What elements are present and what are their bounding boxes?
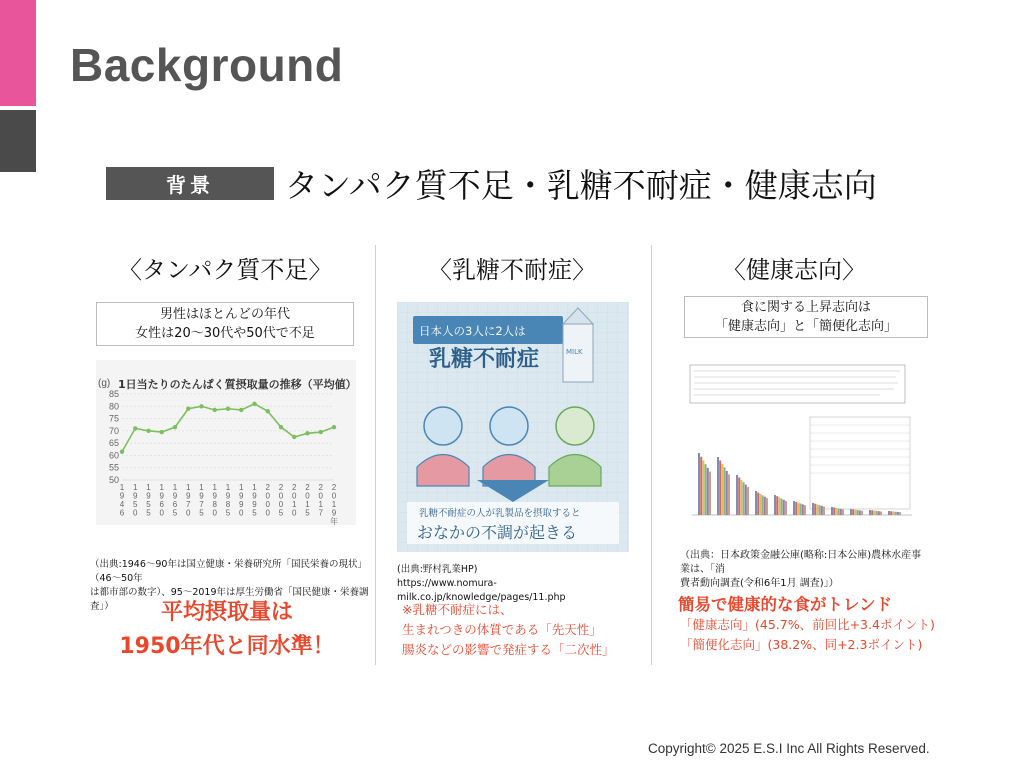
source-line: （出典:1946〜90年は国立健康・栄養研究所「国民栄養の現状」（46〜50年 <box>90 559 367 584</box>
survey-bar <box>698 453 700 515</box>
survey-bar <box>705 464 707 515</box>
trend-line: 「健康志向」(45.7%、前回比+3.4ポイント) <box>680 617 935 632</box>
data-point <box>186 407 190 411</box>
column-heading-protein: 〈タンパク質不足〉 <box>118 256 333 284</box>
survey-bar <box>743 482 745 515</box>
survey-bar <box>871 510 873 515</box>
data-point <box>173 425 177 429</box>
copyright: Copyright© 2025 E.S.I Inc All Rights Reserved. <box>648 741 930 756</box>
x-tick-label: 1 9 5 5 <box>146 483 151 518</box>
chart-unit-label: (g) <box>98 378 111 389</box>
data-point <box>226 407 230 411</box>
x-tick-label: 1 9 7 0 <box>186 483 191 518</box>
lactose-illustration <box>397 302 629 552</box>
survey-bar <box>842 509 844 515</box>
survey-bar <box>707 468 709 515</box>
y-tick-label: 50 <box>108 475 119 485</box>
survey-bar <box>854 510 856 515</box>
accent-bar-pink <box>0 0 36 106</box>
survey-bar <box>724 467 726 515</box>
survey-bar <box>835 508 837 515</box>
survey-bar <box>793 501 795 515</box>
y-tick-label: 65 <box>108 438 119 449</box>
note-line: 男性はほとんどの年代 <box>159 307 290 322</box>
survey-bar <box>888 511 890 515</box>
lactose-note-line: 生まれつきの体質である「先天性」 <box>402 622 602 637</box>
survey-bar <box>890 511 892 515</box>
lactose-note-line: ※乳糖不耐症には、 <box>402 602 513 617</box>
health-survey-figure <box>680 355 920 525</box>
x-tick-label: 2 0 1 9 年 <box>330 483 338 525</box>
survey-bar <box>802 504 804 515</box>
lactose-illustration-svg <box>397 302 629 552</box>
survey-bar <box>736 475 738 515</box>
badge-text: 日本人の3人に2人は <box>419 324 526 338</box>
survey-bar <box>757 492 759 515</box>
y-tick-label: 80 <box>108 401 119 412</box>
survey-bar <box>747 487 749 515</box>
survey-bar <box>764 497 766 515</box>
survey-bar <box>833 507 835 515</box>
survey-bar <box>783 500 785 515</box>
health-survey-figure-svg <box>680 355 920 525</box>
survey-bar <box>878 511 880 515</box>
data-point <box>292 435 296 439</box>
accent-bar-gray <box>0 110 36 172</box>
series-line <box>122 404 334 452</box>
chart-title: 1日当たりのたんぱく質摂取量の推移（平均値） <box>118 378 356 391</box>
column-heading-health: 〈健康志向〉 <box>722 256 866 284</box>
data-point <box>319 430 323 434</box>
survey-bar <box>861 511 863 515</box>
survey-bar <box>852 509 854 515</box>
page-title: Background <box>70 39 344 91</box>
highlight-line: 平均摂取量は <box>160 600 293 625</box>
x-tick-label: 2 0 0 5 <box>278 483 284 518</box>
survey-bar <box>795 502 797 515</box>
survey-bar <box>781 499 783 515</box>
lactose-note <box>402 600 652 660</box>
y-tick-label: 60 <box>108 450 119 461</box>
x-tick-label: 1 9 9 5 <box>252 483 257 518</box>
survey-bar <box>785 501 787 515</box>
x-tick-label: 1 9 9 0 <box>239 483 244 518</box>
survey-bar <box>717 457 719 515</box>
highlight-line: 1950年代と同水準！ <box>119 634 335 659</box>
data-point <box>332 425 336 429</box>
source-line: (出典:野村乳業HP) <box>397 564 478 575</box>
survey-bar <box>812 503 814 515</box>
survey-bar <box>819 505 821 515</box>
survey-bar <box>766 498 768 515</box>
survey-bar <box>778 497 780 515</box>
y-tick-label: 85 <box>108 389 119 399</box>
survey-bar <box>797 503 799 515</box>
data-point <box>239 408 243 412</box>
source-line: https://www.nomura-milk.co.jp/knowledge/pages/11.php <box>397 578 566 603</box>
survey-bar <box>755 491 757 515</box>
lactose-note-line: 腸炎などの影響で発症する「二次性」 <box>402 642 615 657</box>
survey-bar <box>869 510 871 515</box>
data-point <box>266 409 270 413</box>
survey-bar <box>821 506 823 515</box>
survey-bar <box>880 512 882 516</box>
survey-bar <box>745 485 747 515</box>
data-point <box>305 431 309 435</box>
x-tick-label: 2 0 1 0 <box>292 483 297 518</box>
source-line: 費者動向調査(令和6年1月 調査)」） <box>680 578 839 589</box>
headline: タンパク質不足・乳糖不耐症・健康志向 <box>285 166 877 205</box>
protein-chart-svg <box>96 360 356 525</box>
x-tick-label: 1 9 8 5 <box>225 483 231 518</box>
note-box-protein <box>96 302 354 346</box>
survey-bar <box>728 474 730 515</box>
column-heading-lactose: 〈乳糖不耐症〉 <box>428 256 596 284</box>
survey-bar <box>876 511 878 515</box>
data-point <box>120 450 124 454</box>
bottom-line-1: 乳糖不耐症の人が乳製品を摂取すると <box>419 508 581 519</box>
note-line: 食に関する上昇志向は <box>740 300 871 315</box>
survey-bar <box>873 511 875 515</box>
survey-bar <box>804 505 806 515</box>
protein-chart <box>96 360 356 525</box>
note-line: 「健康志向」と「簡便化志向」 <box>714 319 897 334</box>
source-health <box>680 549 930 591</box>
milk-carton-icon <box>563 308 593 382</box>
survey-bar <box>850 509 852 515</box>
survey-bar <box>762 495 764 515</box>
data-point <box>160 430 164 434</box>
survey-bar <box>895 512 897 515</box>
survey-bar <box>814 504 816 515</box>
trend-heading: 簡易で健康的な食がトレンド <box>678 595 893 614</box>
section-label: 背景 <box>106 167 274 200</box>
note-box-health <box>684 296 928 338</box>
column-divider <box>375 245 376 665</box>
milk-label: MILK <box>566 348 583 356</box>
survey-bar <box>892 511 894 515</box>
x-tick-label: 1 9 6 5 <box>172 483 178 518</box>
survey-bar <box>740 480 742 515</box>
note-line: 女性は20〜30代や50代で不足 <box>135 326 315 341</box>
data-point <box>146 429 150 433</box>
survey-bar <box>719 460 721 515</box>
x-tick-label: 1 9 8 0 <box>212 483 217 518</box>
y-tick-label: 70 <box>108 425 119 436</box>
protein-highlight <box>96 596 358 664</box>
x-tick-label: 2 0 0 0 <box>265 483 270 518</box>
source-line: は都市部の数字）、95〜2019年は厚生労働省「国民健康・栄養調査」） <box>90 587 369 612</box>
survey-bar <box>823 507 825 515</box>
survey-bar <box>726 471 728 515</box>
survey-bar <box>838 508 840 515</box>
main-text: 乳糖不耐症 <box>429 347 540 372</box>
data-point <box>199 404 203 408</box>
trend-details <box>680 615 940 655</box>
x-tick-label: 1 9 6 0 <box>159 483 164 518</box>
source-line: （出典：日本政策金融公庫(略称:日本公庫)農林水産事業は、「消 <box>680 550 922 575</box>
survey-bar <box>899 512 901 515</box>
survey-bar <box>800 504 802 515</box>
survey-bar <box>721 464 723 515</box>
trend-line: 「簡便化志向」(38.2%、同+2.3ポイント) <box>680 637 923 652</box>
survey-bar <box>700 457 702 515</box>
survey-bar <box>702 460 704 515</box>
survey-bar <box>840 509 842 515</box>
x-tick-label: 1 9 4 6 <box>119 483 125 518</box>
bottom-line-2: おなかの不調が起きる <box>417 523 578 542</box>
survey-bar <box>709 472 711 515</box>
data-point <box>213 408 217 412</box>
x-tick-label: 1 9 7 5 <box>199 483 204 518</box>
survey-bar <box>738 477 740 515</box>
survey-bar <box>857 510 859 515</box>
survey-bar <box>831 507 833 515</box>
survey-bar <box>816 504 818 515</box>
survey-bar <box>776 496 778 515</box>
survey-bar <box>897 512 899 515</box>
survey-bar <box>859 510 861 515</box>
source-lactose <box>397 563 657 605</box>
x-tick-label: 2 0 1 7 <box>318 483 323 518</box>
data-point <box>133 426 137 430</box>
survey-bar <box>759 494 761 515</box>
y-tick-label: 55 <box>108 462 119 473</box>
data-point <box>252 402 256 406</box>
y-tick-label: 75 <box>108 413 119 424</box>
survey-bar <box>774 495 776 515</box>
x-tick-label: 1 9 5 0 <box>133 483 138 518</box>
data-point <box>279 425 283 429</box>
x-tick-label: 2 0 1 5 <box>305 483 310 518</box>
